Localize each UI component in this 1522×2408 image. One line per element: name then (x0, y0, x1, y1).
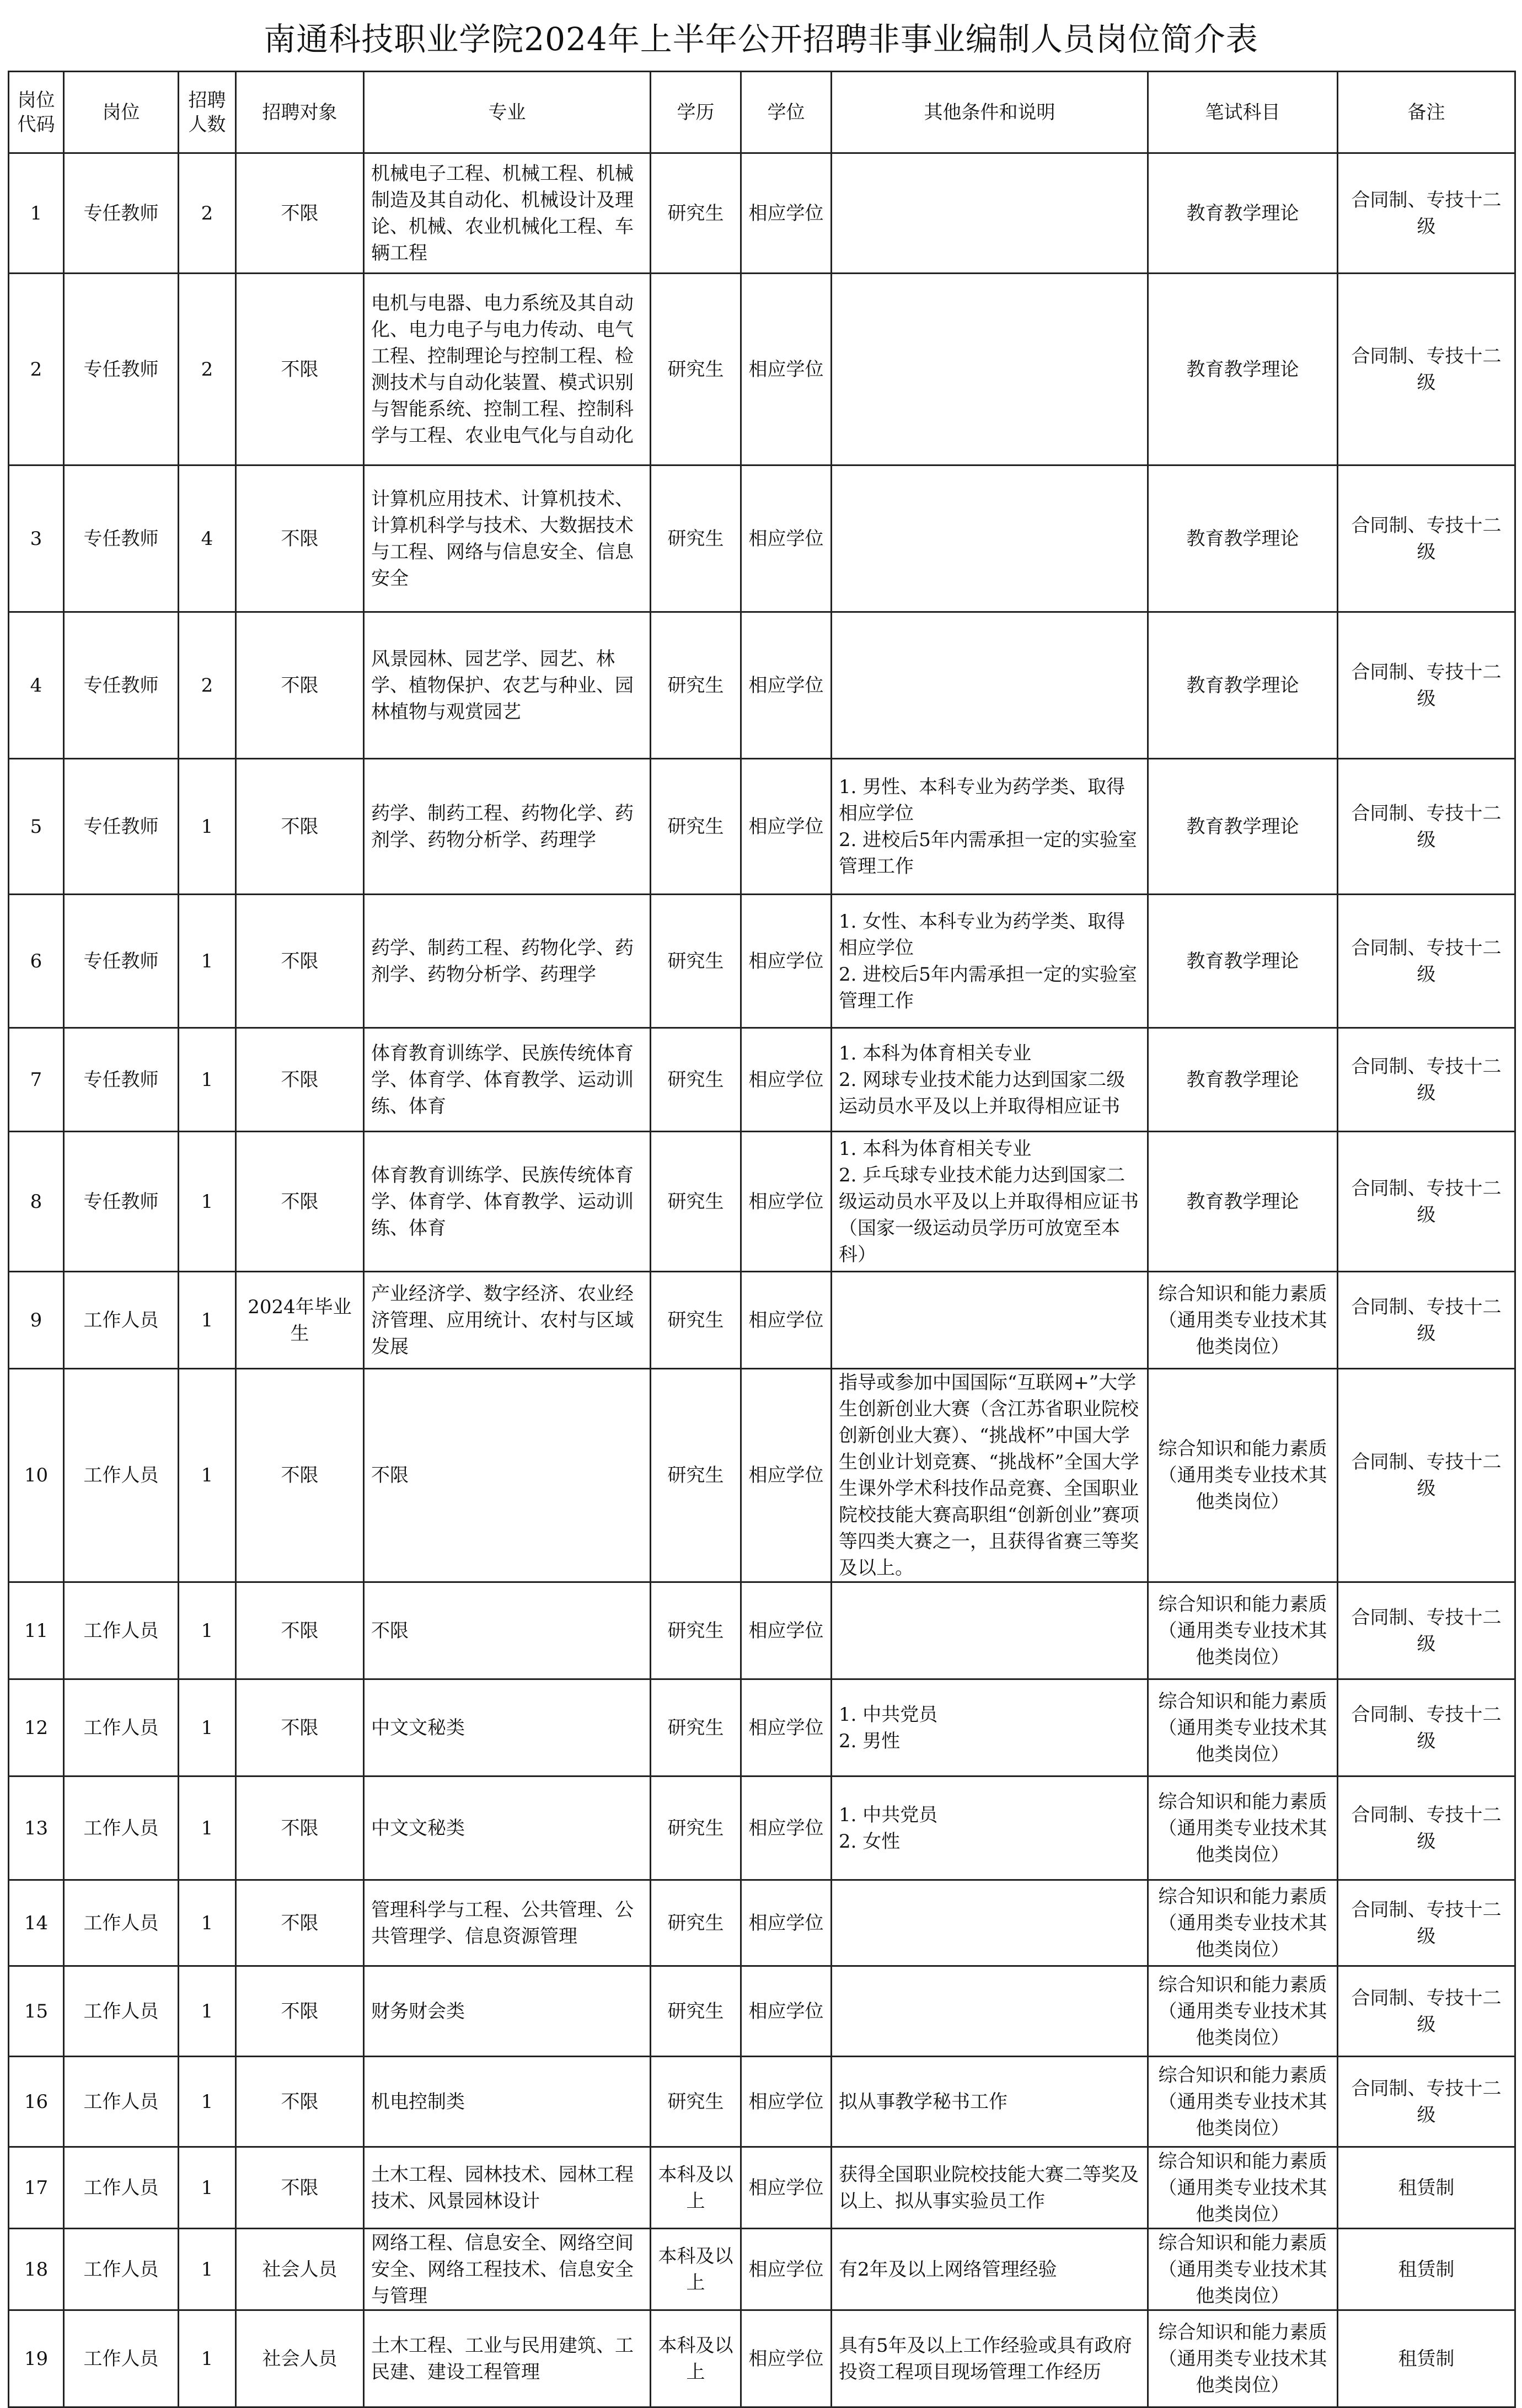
cell-count: 4 (179, 465, 236, 612)
cell-exam: 综合知识和能力素质（通用类专业技术其他类岗位） (1148, 2057, 1338, 2147)
cell-post: 专任教师 (64, 465, 179, 612)
cell-exam: 教育教学理论 (1148, 612, 1338, 759)
cell-degree: 相应学位 (741, 759, 832, 895)
cell-degree: 相应学位 (741, 274, 832, 465)
cell-degree: 相应学位 (741, 2057, 832, 2147)
cell-conditions (832, 1272, 1148, 1369)
cell-post-code: 8 (9, 1132, 64, 1272)
cell-exam: 教育教学理论 (1148, 759, 1338, 895)
cell-major: 药学、制药工程、药物化学、药剂学、药物分析学、药理学 (364, 759, 651, 895)
table-row (9, 1028, 1515, 1132)
table-row (9, 1369, 1515, 1582)
cell-post-code: 17 (9, 2147, 64, 2229)
cell-count: 1 (179, 1582, 236, 1679)
header-education: 学历 (651, 72, 741, 153)
cell-target: 不限 (236, 153, 364, 274)
cell-target: 不限 (236, 1880, 364, 1966)
cell-conditions (832, 1028, 1148, 1132)
cell-count: 1 (179, 759, 236, 895)
cell-target: 不限 (236, 1966, 364, 2057)
cell-exam: 综合知识和能力素质（通用类专业技术其他类岗位） (1148, 2147, 1338, 2229)
condition-line: 1. 本科为体育相关专业 (839, 1137, 1032, 1160)
cell-post: 工作人员 (64, 2310, 179, 2407)
cell-target: 不限 (236, 895, 364, 1028)
header-degree: 学位 (741, 72, 832, 153)
cell-major: 机械电子工程、机械工程、机械制造及其自动化、机械设计及理论、机械、农业机械化工程、车辆工程 (364, 153, 651, 274)
cell-education: 研究生 (651, 1776, 741, 1880)
cell-education: 研究生 (651, 612, 741, 759)
table-row (9, 612, 1515, 759)
cell-education: 研究生 (651, 2057, 741, 2147)
cell-note: 合同制、专技十二级 (1338, 612, 1515, 759)
cell-count: 1 (179, 1679, 236, 1776)
cell-post-code: 1 (9, 153, 64, 274)
table-row (9, 1582, 1515, 1679)
cell-major: 体育教育训练学、民族传统体育学、体育学、体育教学、运动训练、体育 (364, 1028, 651, 1132)
cell-post-code: 6 (9, 895, 64, 1028)
cell-degree: 相应学位 (741, 895, 832, 1028)
cell-major: 土木工程、园林技术、园林工程技术、风景园林设计 (364, 2147, 651, 2229)
cell-post: 专任教师 (64, 612, 179, 759)
cell-note: 合同制、专技十二级 (1338, 2057, 1515, 2147)
cell-major: 电机与电器、电力系统及其自动化、电力电子与电力传动、电气工程、控制理论与控制工程、检测技术与自动化装置、模式识别与智能系统、控制工程、控制科学与工程、农业电气化与自动化 (364, 274, 651, 465)
cell-major: 药学、制药工程、药物化学、药剂学、药物分析学、药理学 (364, 895, 651, 1028)
cell-exam: 综合知识和能力素质（通用类专业技术其他类岗位） (1148, 1369, 1338, 1582)
cell-count: 1 (179, 1966, 236, 2057)
cell-education: 研究生 (651, 1132, 741, 1272)
cell-major: 中文文秘类 (364, 1776, 651, 1880)
cell-major: 计算机应用技术、计算机技术、计算机科学与技术、大数据技术与工程、网络与信息安全、信息安全 (364, 465, 651, 612)
cell-degree: 相应学位 (741, 1272, 832, 1369)
cell-target: 不限 (236, 1776, 364, 1880)
condition-line: 指导或参加中国国际“互联网+”大学生创新创业大赛（含江苏省职业院校创新创业大赛）、“挑战杯”中国大学生创业计划竞赛、“挑战杯”全国大学生课外学术科技作品竞赛、全国职业院校技能大赛高职组“创新创业”赛项等四类大赛之一，且获得省赛三等奖及以上。 (839, 1372, 1139, 1579)
cell-note: 合同制、专技十二级 (1338, 1679, 1515, 1776)
cell-education: 研究生 (651, 1966, 741, 2057)
table-row (9, 1776, 1515, 1880)
cell-major: 财务财会类 (364, 1966, 651, 2057)
cell-post-code: 12 (9, 1679, 64, 1776)
cell-count: 1 (179, 1776, 236, 1880)
cell-count: 2 (179, 153, 236, 274)
table-row (9, 2310, 1515, 2407)
cell-post: 专任教师 (64, 759, 179, 895)
document-title: 南通科技职业学院2024年上半年公开招聘非事业编制人员岗位简介表 (264, 20, 1258, 58)
cell-target: 不限 (236, 465, 364, 612)
header-target: 招聘对象 (236, 72, 364, 153)
cell-target: 不限 (236, 1132, 364, 1272)
cell-conditions (832, 895, 1148, 1028)
condition-line: 1. 本科为体育相关专业 (839, 1042, 1032, 1064)
cell-education: 研究生 (651, 1582, 741, 1679)
cell-note: 合同制、专技十二级 (1338, 274, 1515, 465)
table-row (9, 2057, 1515, 2147)
cell-note: 合同制、专技十二级 (1338, 1272, 1515, 1369)
cell-degree: 相应学位 (741, 153, 832, 274)
cell-count: 1 (179, 1132, 236, 1272)
table-row (9, 1880, 1515, 1966)
cell-target: 社会人员 (236, 2229, 364, 2310)
condition-line: 有2年及以上网络管理经验 (839, 2258, 1057, 2281)
cell-conditions (832, 2147, 1148, 2229)
table-row (9, 274, 1515, 465)
cell-degree: 相应学位 (741, 1028, 832, 1132)
cell-education: 研究生 (651, 895, 741, 1028)
cell-post: 工作人员 (64, 1776, 179, 1880)
cell-education: 研究生 (651, 465, 741, 612)
cell-post: 工作人员 (64, 1272, 179, 1369)
cell-degree: 相应学位 (741, 2229, 832, 2310)
cell-education: 研究生 (651, 1369, 741, 1582)
condition-line: 2. 女性 (839, 1830, 901, 1853)
cell-conditions (832, 1369, 1148, 1582)
cell-conditions (832, 1679, 1148, 1776)
cell-count: 1 (179, 1369, 236, 1582)
table-row (9, 759, 1515, 895)
cell-post-code: 9 (9, 1272, 64, 1369)
cell-target: 不限 (236, 612, 364, 759)
cell-exam: 综合知识和能力素质（通用类专业技术其他类岗位） (1148, 1272, 1338, 1369)
cell-education: 研究生 (651, 1880, 741, 1966)
recruitment-table (8, 71, 1516, 2408)
table-row (9, 153, 1515, 274)
cell-post-code: 16 (9, 2057, 64, 2147)
cell-count: 2 (179, 612, 236, 759)
cell-conditions (832, 759, 1148, 895)
cell-note: 合同制、专技十二级 (1338, 1966, 1515, 2057)
cell-target: 社会人员 (236, 2310, 364, 2407)
cell-note: 租赁制 (1338, 2147, 1515, 2229)
cell-post: 专任教师 (64, 1028, 179, 1132)
table-body (9, 153, 1515, 2407)
table-row (9, 895, 1515, 1028)
cell-count: 2 (179, 274, 236, 465)
cell-count: 1 (179, 2229, 236, 2310)
cell-count: 1 (179, 1880, 236, 1966)
cell-education: 研究生 (651, 759, 741, 895)
cell-note: 租赁制 (1338, 2229, 1515, 2310)
cell-post: 工作人员 (64, 2229, 179, 2310)
cell-major: 体育教育训练学、民族传统体育学、体育学、体育教学、运动训练、体育 (364, 1132, 651, 1272)
cell-count: 1 (179, 2057, 236, 2147)
cell-note: 合同制、专技十二级 (1338, 1776, 1515, 1880)
cell-degree: 相应学位 (741, 1132, 832, 1272)
condition-line: 1. 中共党员 (839, 1804, 938, 1826)
cell-note: 合同制、专技十二级 (1338, 759, 1515, 895)
cell-degree: 相应学位 (741, 1582, 832, 1679)
cell-education: 研究生 (651, 1272, 741, 1369)
cell-target: 2024年毕业生 (236, 1272, 364, 1369)
cell-degree: 相应学位 (741, 1966, 832, 2057)
cell-count: 1 (179, 2310, 236, 2407)
cell-education: 本科及以上 (651, 2310, 741, 2407)
condition-line: 2. 乒乓球专业技术能力达到国家二级运动员水平及以上并取得相应证书（国家一级运动员学历可放宽至本科） (839, 1164, 1139, 1266)
cell-degree: 相应学位 (741, 2147, 832, 2229)
header-major: 专业 (364, 72, 651, 153)
cell-exam: 教育教学理论 (1148, 153, 1338, 274)
cell-count: 1 (179, 2147, 236, 2229)
cell-note: 合同制、专技十二级 (1338, 465, 1515, 612)
condition-line: 具有5年及以上工作经验或具有政府投资工程项目现场管理工作经历 (839, 2334, 1132, 2383)
condition-line: 2. 男性 (839, 1730, 901, 1752)
cell-post-code: 19 (9, 2310, 64, 2407)
cell-post-code: 15 (9, 1966, 64, 2057)
cell-exam: 综合知识和能力素质（通用类专业技术其他类岗位） (1148, 1966, 1338, 2057)
cell-note: 合同制、专技十二级 (1338, 1880, 1515, 1966)
table-row (9, 1132, 1515, 1272)
cell-conditions (832, 2229, 1148, 2310)
cell-major: 网络工程、信息安全、网络空间安全、网络工程技术、信息安全与管理 (364, 2229, 651, 2310)
cell-conditions (832, 153, 1148, 274)
table-row (9, 465, 1515, 612)
table-row (9, 1966, 1515, 2057)
condition-line: 2. 网球专业技术能力达到国家二级运动员水平及以上并取得相应证书 (839, 1068, 1126, 1117)
cell-note: 合同制、专技十二级 (1338, 153, 1515, 274)
cell-major: 产业经济学、数字经济、农业经济管理、应用统计、农村与区域发展 (364, 1272, 651, 1369)
cell-degree: 相应学位 (741, 1776, 832, 1880)
cell-count: 1 (179, 1028, 236, 1132)
cell-conditions (832, 612, 1148, 759)
cell-count: 1 (179, 895, 236, 1028)
cell-note: 合同制、专技十二级 (1338, 1582, 1515, 1679)
cell-major: 土木工程、工业与民用建筑、工民建、建设工程管理 (364, 2310, 651, 2407)
table-header-row (9, 72, 1515, 153)
cell-exam: 综合知识和能力素质（通用类专业技术其他类岗位） (1148, 1582, 1338, 1679)
cell-conditions (832, 1880, 1148, 1966)
cell-note: 合同制、专技十二级 (1338, 1132, 1515, 1272)
cell-exam: 综合知识和能力素质（通用类专业技术其他类岗位） (1148, 2310, 1338, 2407)
condition-line: 1. 中共党员 (839, 1703, 938, 1726)
cell-education: 研究生 (651, 1028, 741, 1132)
cell-note: 租赁制 (1338, 2310, 1515, 2407)
cell-post-code: 13 (9, 1776, 64, 1880)
cell-conditions (832, 2310, 1148, 2407)
header-count: 招聘 人数 (179, 72, 236, 153)
cell-post-code: 5 (9, 759, 64, 895)
cell-post-code: 7 (9, 1028, 64, 1132)
header-conditions: 其他条件和说明 (832, 72, 1148, 153)
cell-exam: 综合知识和能力素质（通用类专业技术其他类岗位） (1148, 1679, 1338, 1776)
cell-degree: 相应学位 (741, 2310, 832, 2407)
cell-post: 专任教师 (64, 1132, 179, 1272)
cell-conditions (832, 1966, 1148, 2057)
cell-post: 工作人员 (64, 2147, 179, 2229)
cell-education: 研究生 (651, 153, 741, 274)
cell-target: 不限 (236, 1582, 364, 1679)
cell-target: 不限 (236, 274, 364, 465)
table-row (9, 1679, 1515, 1776)
cell-degree: 相应学位 (741, 1679, 832, 1776)
cell-education: 研究生 (651, 274, 741, 465)
cell-post-code: 18 (9, 2229, 64, 2310)
cell-exam: 综合知识和能力素质（通用类专业技术其他类岗位） (1148, 1880, 1338, 1966)
cell-target: 不限 (236, 2057, 364, 2147)
cell-post: 专任教师 (64, 895, 179, 1028)
cell-post-code: 2 (9, 274, 64, 465)
cell-post: 工作人员 (64, 1966, 179, 2057)
cell-exam: 综合知识和能力素质（通用类专业技术其他类岗位） (1148, 2229, 1338, 2310)
header-post-code: 岗位 代码 (9, 72, 64, 153)
cell-post-code: 11 (9, 1582, 64, 1679)
cell-note: 合同制、专技十二级 (1338, 895, 1515, 1028)
cell-degree: 相应学位 (741, 1369, 832, 1582)
condition-line: 获得全国职业院校技能大赛二等奖及以上、拟从事实验员工作 (839, 2163, 1139, 2212)
cell-post: 工作人员 (64, 1880, 179, 1966)
header-post: 岗位 (64, 72, 179, 153)
cell-exam: 教育教学理论 (1148, 1132, 1338, 1272)
cell-target: 不限 (236, 759, 364, 895)
cell-conditions (832, 1132, 1148, 1272)
cell-exam: 教育教学理论 (1148, 274, 1338, 465)
header-exam: 笔试科目 (1148, 72, 1338, 153)
cell-conditions (832, 2057, 1148, 2147)
table-row (9, 1272, 1515, 1369)
cell-post: 专任教师 (64, 153, 179, 274)
header-note: 备注 (1338, 72, 1515, 153)
cell-exam: 教育教学理论 (1148, 1028, 1338, 1132)
cell-education: 研究生 (651, 1679, 741, 1776)
cell-conditions (832, 1582, 1148, 1679)
condition-line: 1. 男性、本科专业为药学类、取得相应学位 (839, 775, 1126, 825)
cell-note: 合同制、专技十二级 (1338, 1369, 1515, 1582)
cell-major: 不限 (364, 1582, 651, 1679)
cell-note: 合同制、专技十二级 (1338, 1028, 1515, 1132)
cell-post-code: 4 (9, 612, 64, 759)
cell-exam: 综合知识和能力素质（通用类专业技术其他类岗位） (1148, 1776, 1338, 1880)
cell-post: 工作人员 (64, 2057, 179, 2147)
cell-major: 不限 (364, 1369, 651, 1582)
cell-target: 不限 (236, 2147, 364, 2229)
condition-line: 2. 进校后5年内需承担一定的实验室管理工作 (839, 963, 1137, 1012)
cell-post: 工作人员 (64, 1369, 179, 1582)
cell-post: 工作人员 (64, 1582, 179, 1679)
cell-education: 本科及以上 (651, 2147, 741, 2229)
table-row (9, 2229, 1515, 2310)
condition-line: 1. 女性、本科专业为药学类、取得相应学位 (839, 910, 1126, 959)
cell-post: 专任教师 (64, 274, 179, 465)
cell-exam: 教育教学理论 (1148, 465, 1338, 612)
cell-count: 1 (179, 1272, 236, 1369)
condition-line: 拟从事教学秘书工作 (839, 2090, 1007, 2113)
cell-degree: 相应学位 (741, 465, 832, 612)
cell-post-code: 14 (9, 1880, 64, 1966)
condition-line: 2. 进校后5年内需承担一定的实验室管理工作 (839, 828, 1137, 877)
cell-major: 风景园林、园艺学、园艺、林学、植物保护、农艺与种业、园林植物与观赏园艺 (364, 612, 651, 759)
cell-education: 本科及以上 (651, 2229, 741, 2310)
cell-conditions (832, 465, 1148, 612)
cell-post-code: 3 (9, 465, 64, 612)
cell-major: 管理科学与工程、公共管理、公共管理学、信息资源管理 (364, 1880, 651, 1966)
cell-post: 工作人员 (64, 1679, 179, 1776)
cell-major: 机电控制类 (364, 2057, 651, 2147)
cell-exam: 教育教学理论 (1148, 895, 1338, 1028)
cell-target: 不限 (236, 1369, 364, 1582)
cell-degree: 相应学位 (741, 1880, 832, 1966)
cell-major: 中文文秘类 (364, 1679, 651, 1776)
cell-target: 不限 (236, 1028, 364, 1132)
cell-degree: 相应学位 (741, 612, 832, 759)
cell-conditions (832, 274, 1148, 465)
table-row (9, 2147, 1515, 2229)
cell-post-code: 10 (9, 1369, 64, 1582)
cell-target: 不限 (236, 1679, 364, 1776)
cell-conditions (832, 1776, 1148, 1880)
